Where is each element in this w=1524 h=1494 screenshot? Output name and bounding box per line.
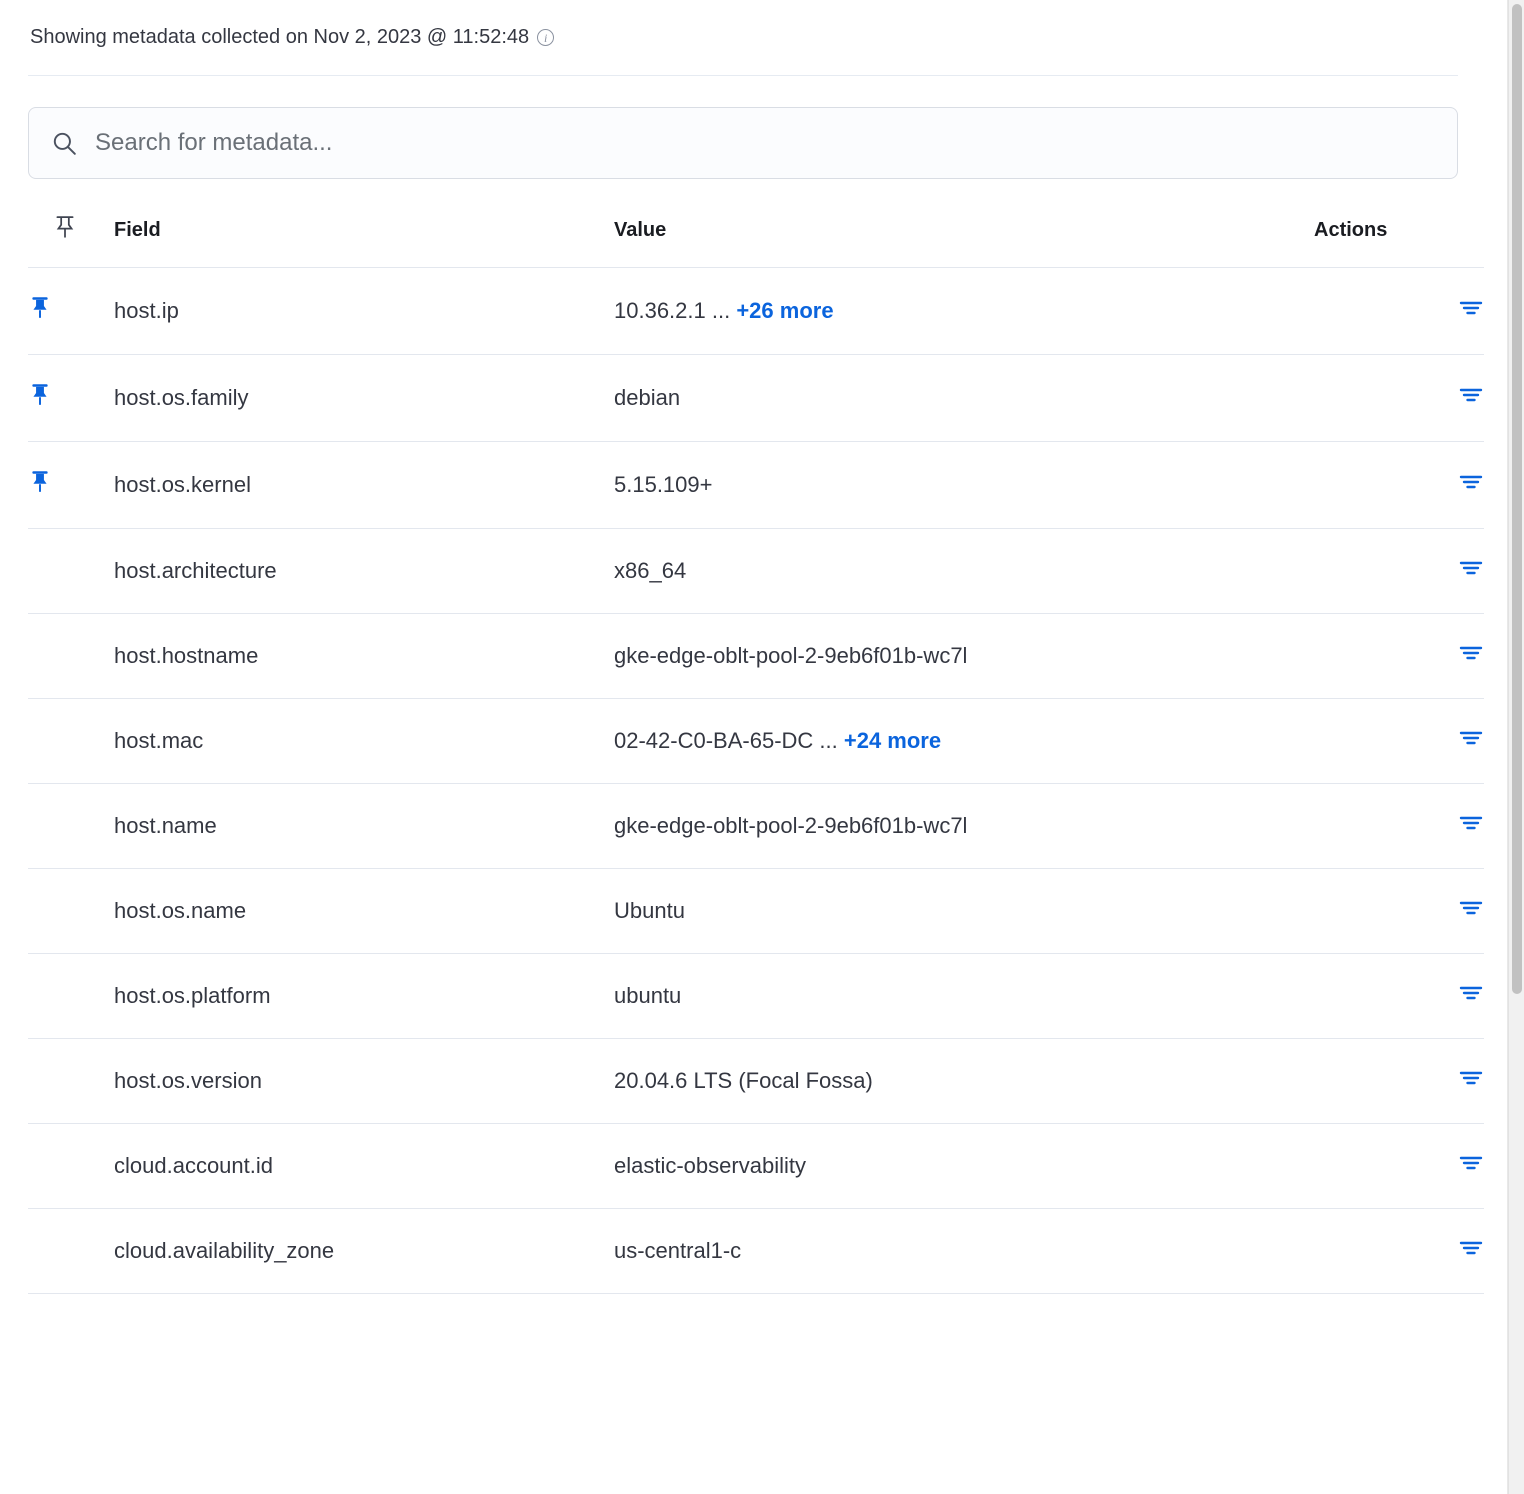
pin-cell[interactable] — [28, 355, 114, 442]
field-value-cell — [614, 784, 1314, 869]
value-column-header[interactable]: Value — [614, 215, 1314, 268]
table-row — [28, 1209, 1484, 1294]
filter-icon[interactable] — [1458, 1152, 1484, 1174]
vertical-scrollbar[interactable] — [1508, 0, 1524, 1494]
pin-column-header[interactable] — [28, 215, 114, 268]
field-value-text: elastic-observability — [614, 1153, 806, 1178]
table-row — [28, 699, 1484, 784]
metadata-collected-text: Showing metadata collected on Nov 2, 2023 @ 11:52:48 — [30, 26, 530, 48]
filter-icon[interactable] — [1458, 297, 1484, 319]
field-name-cell: host.architecture — [114, 529, 614, 614]
table-row — [28, 355, 1484, 442]
actions-cell — [1314, 529, 1484, 614]
field-value-text: Ubuntu — [614, 898, 685, 923]
field-name-cell: host.ip — [114, 268, 614, 355]
field-value-cell — [614, 699, 1314, 784]
table-row — [28, 268, 1484, 355]
actions-cell — [1314, 614, 1484, 699]
info-icon[interactable]: i — [537, 29, 554, 46]
actions-cell — [1314, 699, 1484, 784]
field-name-cell: host.os.version — [114, 1039, 614, 1124]
field-name-cell: host.hostname — [114, 614, 614, 699]
pin-cell[interactable] — [28, 268, 114, 355]
field-value-cell — [614, 442, 1314, 529]
pin-cell[interactable] — [28, 1209, 114, 1294]
field-value-text: 02-42-C0-BA-65-DC ... — [614, 728, 838, 753]
field-value-cell — [614, 869, 1314, 954]
pin-cell[interactable] — [28, 614, 114, 699]
search-input[interactable] — [95, 129, 1435, 157]
table-row — [28, 442, 1484, 529]
filter-icon[interactable] — [1458, 1067, 1484, 1089]
field-value-cell — [614, 954, 1314, 1039]
table-header-row — [28, 215, 1484, 268]
field-value-text: debian — [614, 385, 681, 410]
field-value-text: gke-edge-oblt-pool-2-9eb6f01b-wc7l — [614, 643, 968, 668]
actions-cell — [1314, 268, 1484, 355]
actions-column-header: Actions — [1314, 215, 1484, 268]
field-name-cell: cloud.account.id — [114, 1124, 614, 1209]
field-value-cell — [614, 268, 1314, 355]
pin-icon[interactable] — [28, 470, 52, 494]
pin-cell[interactable] — [28, 784, 114, 869]
search-icon — [51, 130, 77, 156]
pin-cell[interactable] — [28, 954, 114, 1039]
field-value-text: 10.36.2.1 ... — [614, 298, 731, 323]
scrollbar-thumb[interactable] — [1512, 4, 1522, 994]
field-value-cell — [614, 355, 1314, 442]
filter-icon[interactable] — [1458, 1237, 1484, 1259]
field-name-cell: host.name — [114, 784, 614, 869]
pin-cell[interactable] — [28, 869, 114, 954]
field-value-cell — [614, 1209, 1314, 1294]
actions-cell — [1314, 869, 1484, 954]
table-row — [28, 614, 1484, 699]
field-name-cell: host.os.name — [114, 869, 614, 954]
field-name-cell: host.os.platform — [114, 954, 614, 1039]
metadata-search-box[interactable] — [28, 107, 1458, 179]
field-value-text: gke-edge-oblt-pool-2-9eb6f01b-wc7l — [614, 813, 968, 838]
metadata-collected-notice — [28, 0, 1458, 76]
actions-cell — [1314, 1209, 1484, 1294]
pin-cell[interactable] — [28, 1039, 114, 1124]
field-value-text: 20.04.6 LTS (Focal Fossa) — [614, 1068, 873, 1093]
pin-cell[interactable] — [28, 699, 114, 784]
filter-icon[interactable] — [1458, 727, 1484, 749]
table-row — [28, 1124, 1484, 1209]
show-more-link[interactable]: +24 more — [843, 728, 942, 753]
pin-icon[interactable] — [28, 383, 52, 407]
pin-cell[interactable] — [28, 529, 114, 614]
filter-icon[interactable] — [1458, 642, 1484, 664]
table-body — [28, 268, 1484, 1294]
field-value-text: 5.15.109+ — [614, 472, 713, 497]
pin-icon[interactable] — [28, 296, 52, 320]
table-row — [28, 784, 1484, 869]
filter-icon[interactable] — [1458, 897, 1484, 919]
field-value-text: x86_64 — [614, 558, 687, 583]
pin-cell[interactable] — [28, 442, 114, 529]
filter-icon[interactable] — [1458, 384, 1484, 406]
actions-cell — [1314, 1124, 1484, 1209]
field-name-cell: host.os.kernel — [114, 442, 614, 529]
field-value-text: ubuntu — [614, 983, 682, 1008]
field-name-cell: host.os.family — [114, 355, 614, 442]
table-row — [28, 529, 1484, 614]
table-header — [28, 215, 1484, 268]
table-row — [28, 1039, 1484, 1124]
field-column-header[interactable]: Field — [114, 215, 614, 268]
actions-cell — [1314, 784, 1484, 869]
field-value-text: us-central1-c — [614, 1238, 742, 1263]
filter-icon[interactable] — [1458, 557, 1484, 579]
actions-cell — [1314, 1039, 1484, 1124]
field-value-cell — [614, 529, 1314, 614]
field-name-cell: cloud.availability_zone — [114, 1209, 614, 1294]
field-value-cell — [614, 614, 1314, 699]
pin-icon — [54, 215, 76, 239]
metadata-table — [28, 215, 1484, 1294]
field-name-cell: host.mac — [114, 699, 614, 784]
actions-cell — [1314, 355, 1484, 442]
filter-icon[interactable] — [1458, 471, 1484, 493]
filter-icon[interactable] — [1458, 812, 1484, 834]
show-more-link[interactable]: +26 more — [736, 298, 834, 323]
pin-cell[interactable] — [28, 1124, 114, 1209]
actions-cell — [1314, 954, 1484, 1039]
field-value-cell — [614, 1124, 1314, 1209]
table-row — [28, 869, 1484, 954]
filter-icon[interactable] — [1458, 982, 1484, 1004]
field-value-cell — [614, 1039, 1314, 1124]
table-row — [28, 954, 1484, 1039]
actions-cell — [1314, 442, 1484, 529]
